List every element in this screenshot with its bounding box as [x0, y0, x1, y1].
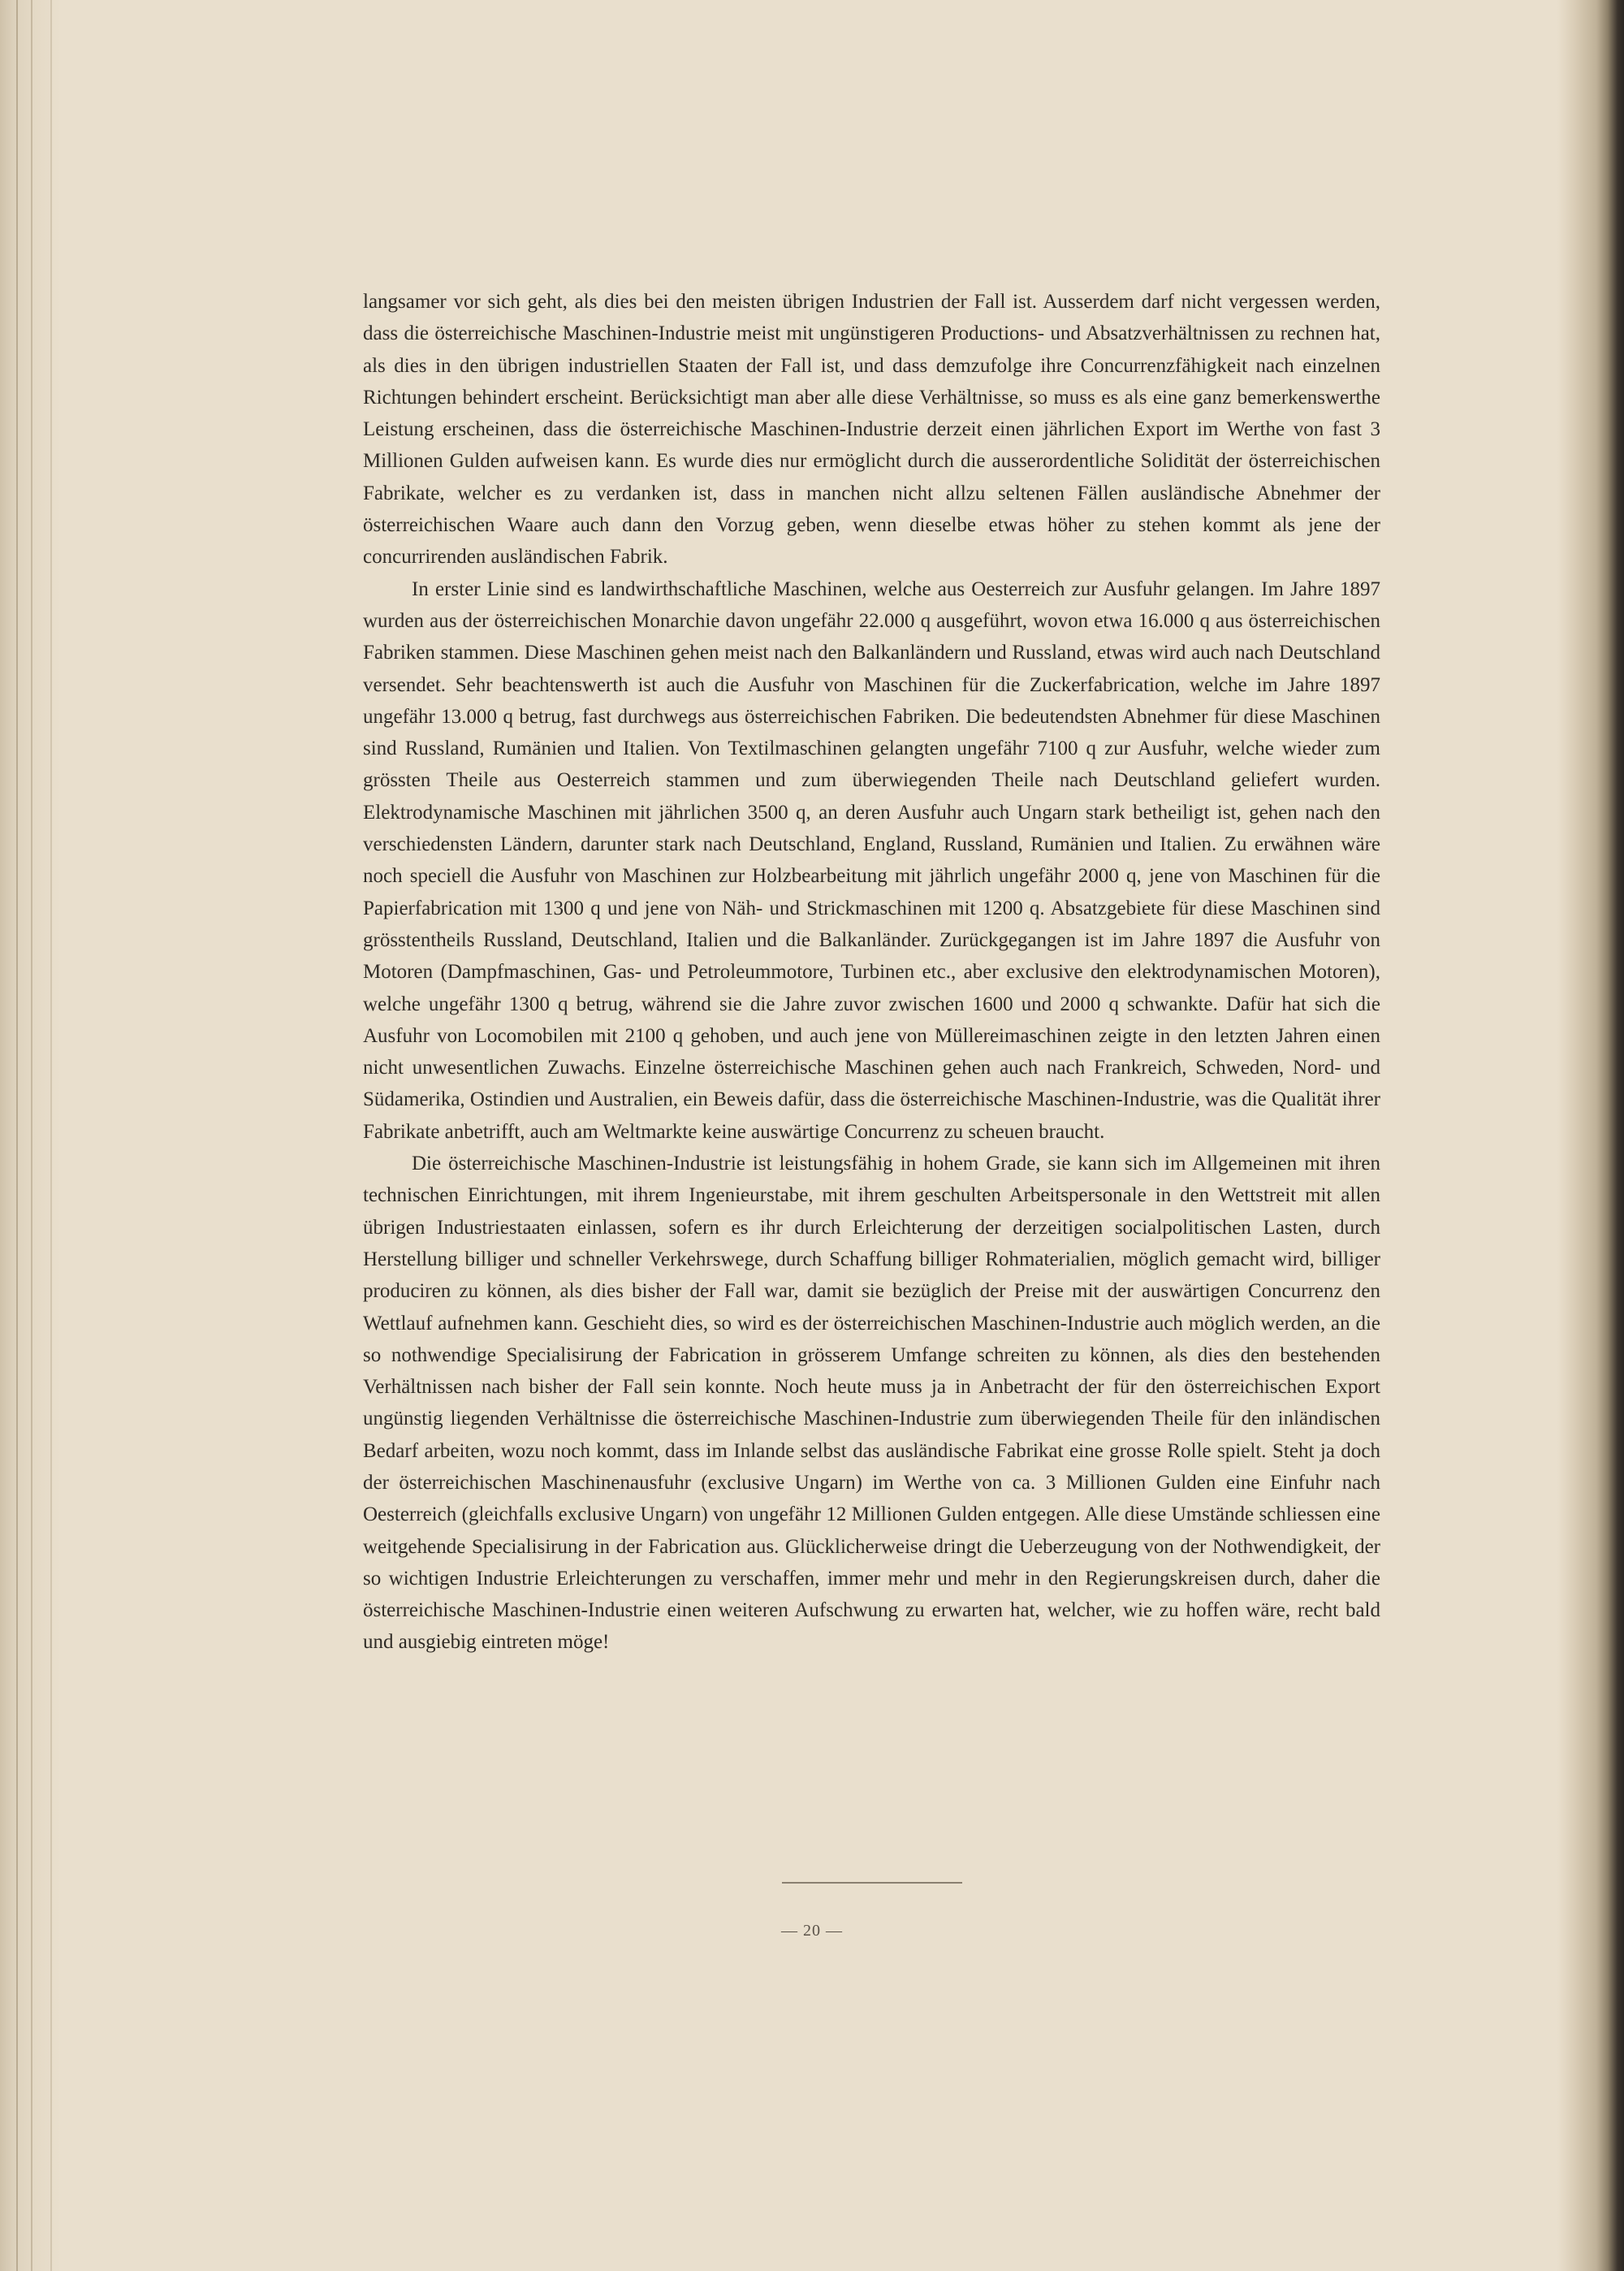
- end-rule-divider: [782, 1882, 962, 1884]
- paragraph-1: langsamer vor sich geht, als dies bei den meisten übrigen Industrien der Fall ist. Ausserdem darf nicht vergessen werden, dass die österreichische Maschinen-Industrie meist mit ungünstigeren Productions- und Absatzverhältnissen zu rechnen hat, als dies in den übrigen industriellen Staaten der Fall ist, und dass demzufolge ihre Concurrenzfähigkeit nach einzelnen Richtungen behindert erscheint. Berücksichtigt man aber alle diese Verhältnisse, so muss es als eine ganz bemerkenswerthe Leistung erscheinen, dass die österreichische Maschinen-Industrie derzeit einen jährlichen Export im Werthe von fast 3 Millionen Gulden aufweisen kann. Es wurde dies nur ermöglicht durch die ausserordentliche Solidität der österreichischen Fabrikate, welcher es zu verdanken ist, dass in manchen nicht allzu seltenen Fällen ausländische Abnehmer der österreichischen Waare auch dann den Vorzug geben, wenn dieselbe etwas höher zu stehen kommt als jene der concurrirenden ausländischen Fabrik.: [363, 291, 1380, 569]
- body-text: [363, 286, 1380, 1659]
- paragraph-2: In erster Linie sind es landwirthschaftliche Maschinen, welche aus Oesterreich zur Ausfuhr gelangen. Im Jahre 1897 wurden aus der österreichischen Monarchie davon ungefähr 22.000 q ausgeführt, wovon etwa 16.000 q aus österreichischen Fabriken stammen. Diese Maschinen gehen meist nach den Balkanländern und Russland, etwas wird auch nach Deutschland versendet. Sehr beachtenswerth ist auch die Ausfuhr von Maschinen für die Zuckerfabrication, welche im Jahre 1897 ungefähr 13.000 q betrug, fast durchwegs aus österreichischen Fabriken. Die bedeutendsten Abnehmer für diese Maschinen sind Russland, Rumänien und Italien. Von Textilmaschinen gelangten ungefähr 7100 q zur Ausfuhr, welche wieder zum grössten Theile aus Oesterreich stammen und zum überwiegenden Theile nach Deutschland geliefert wurden. Elektrodynamische Maschinen mit jährlichen 3500 q, an deren Ausfuhr auch Ungarn stark betheiligt ist, gehen nach den verschiedensten Ländern, darunter stark nach Deutschland, England, Russland, Rumänien und Italien. Zu erwähnen wäre noch speciell die Ausfuhr von Maschinen zur Holzbearbeitung mit jährlich ungefähr 2000 q, jene von Maschinen für die Papierfabrication mit 1300 q und jene von Näh- und Strickmaschinen mit 1200 q. Absatzgebiete für diese Maschinen sind grösstentheils Russland, Deutschland, Italien und die Balkanländer. Zurückgegangen ist im Jahre 1897 die Ausfuhr von Motoren (Dampfmaschinen, Gas- und Petroleummotore, Turbinen etc., aber exclusive den elektrodynamischen Motoren), welche ungefähr 1300 q betrug, während sie die Jahre zuvor zwischen 1600 und 2000 q schwankte. Dafür hat sich die Ausfuhr von Locomobilen mit 2100 q gehoben, und auch jene von Müllereimaschinen zeigte in den letzten Jahren einen nicht unwesentlichen Zuwachs. Einzelne österreichische Maschinen gehen auch nach Frankreich, Schweden, Nord- und Südamerika, Ostindien und Australien, ein Beweis dafür, dass die österreichische Maschinen-Industrie, was die Qualität ihrer Fabrikate anbetrifft, auch am Weltmarkte keine auswärtige Concurrenz zu scheuen braucht.: [363, 577, 1380, 1143]
- page-number: — 20 —: [781, 1922, 843, 1940]
- paragraph-3: Die österreichische Maschinen-Industrie ist leistungsfähig in hohem Grade, sie kann sich im Allgemeinen mit ihren technischen Einrichtungen, mit ihrem Ingenieurstabe, mit ihrem geschulten Arbeitspersonale in den Wettstreit mit allen übrigen Industriestaaten einlassen, sofern es ihr durch Erleichterung der derzeitigen socialpolitischen Lasten, durch Herstellung billiger und schneller Verkehrswege, durch Schaffung billiger Rohmaterialien, möglich gemacht wird, billiger produciren zu können, als dies bisher der Fall war, damit sie bezüglich der Preise mit der auswärtigen Concurrenz den Wettlauf aufnehmen kann. Geschieht dies, so wird es der österreichischen Maschinen-Industrie auch möglich werden, an die so nothwendige Specialisirung der Fabrication in grösserem Umfange schreiten zu können, als dies den bestehenden Verhältnissen nach bisher der Fall sein konnte. Noch heute muss ja in Anbetracht der für den österreichischen Export ungünstig liegenden Verhältnisse die österreichische Maschinen-Industrie zum überwiegenden Theile für den inländischen Bedarf arbeiten, wozu noch kommt, dass im Inlande selbst das ausländische Fabrikat eine grosse Rolle spielt. Steht ja doch der österreichischen Maschinenausfuhr (exclusive Ungarn) im Werthe von ca. 3 Millionen Gulden eine Einfuhr nach Oesterreich (gleichfalls exclusive Ungarn) von ungefähr 12 Millionen Gulden entgegen. Alle diese Umstände schliessen eine weitgehende Specialisirung in der Fabrication aus. Glücklicherweise dringt die Ueberzeugung von der Nothwendigkeit, der so wichtigen Industrie Erleichterungen zu verschaffen, immer mehr und mehr in den Regierungskreisen durch, daher die österreichische Maschinen-Industrie einen weiteren Aufschwung zu erwarten hat, welcher, wie zu hoffen wäre, recht bald und ausgiebig eintreten möge!: [363, 1153, 1380, 1654]
